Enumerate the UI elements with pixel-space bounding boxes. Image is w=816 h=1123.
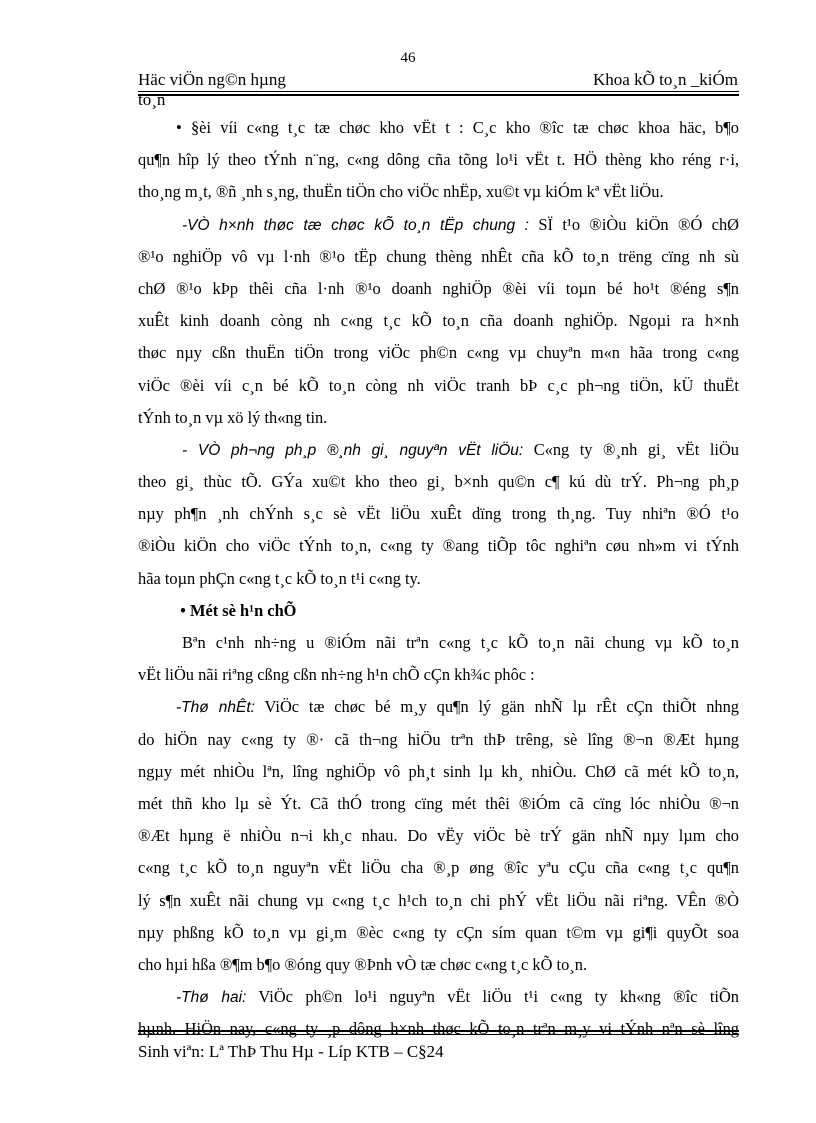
text-line: qu¶n hîp lý theo tÝnh n¨ng, c«ng dông cña tõng lo¹i vËt t. HÖ thèng kho réng r·i, bbox=[138, 150, 739, 170]
text-line: ®¹o nghiÖp vô vµ l·nh ®¹o tËp chung thèng nhÊt cña kÕ to¸n trëng cïng nh sù bbox=[138, 246, 739, 266]
section-heading-italic: -VÒ h×nh thøc tæ chøc kÕ to¸n tËp chung : bbox=[182, 216, 529, 234]
header-department-continued: to¸n bbox=[138, 90, 166, 109]
footer-rule-thick bbox=[138, 1030, 739, 1032]
text-line: -Thø hai: ViÖc ph©n lo¹i nguyªn vËt liÖu t¹i c«ng ty kh«ng ®îc tiÕn bbox=[176, 987, 739, 1007]
text-line: do hiÖn nay c«ng ty ®· cã th¬ng hiÖu trªn thÞ trêng, sè lîng ®¬n ®Æt hµng bbox=[138, 729, 739, 749]
text-line: xuÊt kinh doanh còng nh c«ng t¸c kÕ to¸n cña doanh nghiÖp. Ngoµi ra h×nh bbox=[138, 311, 739, 331]
text-line: mét thñ kho lµ sè Ýt. Cã thÓ trong cïng mét thêi ®iÓm cã cïng lóc nhiÒu ®¬n bbox=[138, 793, 739, 813]
text-line: tÝnh to¸n vµ xö lý th«ng tin. bbox=[138, 407, 328, 427]
text-line: viÖc ®èi víi c¸n bé kÕ to¸n còng nh viÖc tranh bÞ c¸c ph¬ng tiÖn, kÜ thuËt bbox=[138, 375, 739, 395]
text-line: vËt liÖu nãi riªng cßng cßn nh÷ng h¹n chÕ cÇn kh¾c phôc : bbox=[138, 665, 535, 685]
text-line: chØ ®¹o kÞp thêi cña l·nh ®¹o doanh nghiÖp ®èi víi toµn bé ho¹t ®éng s¶n bbox=[138, 278, 739, 298]
bold-bullet-heading: • Mét sè h¹n chÕ bbox=[138, 595, 739, 627]
footer-student: Sinh viªn: Lª ThÞ Thu Hµ - Líp KTB – C§24 bbox=[138, 1042, 444, 1061]
text-line: nµy ph¶n ¸nh chÝnh s¸c sè vËt liÖu xuÊt dïng trong th¸ng. Tuy nhiªn ®Ó t¹o bbox=[138, 504, 739, 524]
text-line: hµnh. HiÖn nay, c«ng ty ¸p dông h×nh thøc kÕ to¸n trªn m¸y vi tÝnh nªn sè lîng bbox=[138, 1019, 739, 1039]
header-rule-thick bbox=[138, 94, 739, 96]
page-number: 46 bbox=[400, 50, 416, 66]
section-heading-italic: -Thø hai: bbox=[176, 989, 247, 1007]
text-line: lý s¶n xuÊt nãi chung vµ c«ng t¸c h¹ch to¸n chi phÝ vËt liÖu nãi riªng. VÊn ®Ò bbox=[138, 890, 739, 910]
text-line: -VÒ h×nh thøc tæ chøc kÕ to¸n tËp chung : SÏ t¹o ®iÒu kiÖn ®Ó chØ bbox=[182, 214, 739, 234]
text-line: thøc nµy cßn thuËn tiÖn trong viÖc ph©n c«ng vµ chuyªn m«n hãa trong c«ng bbox=[138, 343, 739, 363]
body-text bbox=[138, 112, 739, 1045]
text-line: tho¸ng m¸t, ®ñ ¸nh s¸ng, thuËn tiÖn cho viÖc nhËp, xu©t vµ kiÓm kª vËt liÖu. bbox=[138, 182, 664, 202]
text-line: ngµy mét nhiÒu lªn, lîng nghiÖp vô ph¸t sinh lµ kh¸ nhiÒu. ChØ cã mét kÕ to¸n, bbox=[138, 761, 739, 781]
text-line: cho hµi hßa ®¶m b¶o ®óng quy ®Þnh vÒ tæ chøc c«ng t¸c kÕ to¸n. bbox=[138, 954, 588, 974]
text-line: hãa toµn phÇn c«ng t¸c kÕ to¸n t¹i c«ng ty. bbox=[138, 568, 421, 588]
text-line: c«ng t¸c kÕ to¸n nguyªn vËt liÖu cha ®¸p øng ®îc yªu cÇu cña c«ng t¸c qu¶n bbox=[138, 858, 739, 878]
text-line: ®Æt hµng ë nhiÒu n¬i kh¸c nhau. Do vËy viÖc bè trÝ gän nhÑ nµy lµm cho bbox=[138, 826, 739, 846]
text-line: ®iÒu kiÖn cho viÖc tÝnh to¸n, c«ng ty ®ang tiÕp tôc nghiªn cøu nh»m vi tÝnh bbox=[138, 536, 739, 556]
footer-rule-thin bbox=[138, 1034, 739, 1035]
header-rule-thin bbox=[138, 91, 739, 92]
section-heading-italic: - VÒ ph¬ng ph¸p ®¸nh gi¸ nguyªn vËt liÖu: bbox=[182, 441, 524, 459]
text-line: - VÒ ph¬ng ph¸p ®¸nh gi¸ nguyªn vËt liÖu: C«ng ty ®¸nh gi¸ vËt liÖu bbox=[182, 439, 739, 459]
section-heading-italic: -Thø nhÊt: bbox=[176, 699, 255, 717]
bullet-icon: • bbox=[180, 600, 186, 620]
header-department: Khoa kÕ to¸n _kiÓm bbox=[593, 70, 738, 89]
header-institution: Häc viÖn ng©n hµng bbox=[138, 70, 286, 89]
text-line: nµy phßng kÕ to¸n vµ gi¸m ®èc c«ng ty cÇn sím quan t©m vµ gi¶i quyÕt soa bbox=[138, 922, 739, 942]
text-line: theo gi¸ thùc tÕ. GÝa xu©t kho theo gi¸ b×nh qu©n c¶ kú dù trÝ. Ph¬ng ph¸p bbox=[138, 472, 739, 492]
text-line: • §èi víi c«ng t¸c tæ chøc kho vËt t : C¸c kho ®îc tæ chøc khoa häc, b¶o bbox=[176, 118, 739, 137]
text-line: -Thø nhÊt: ViÖc tæ chøc bé m¸y qu¶n lý gän nhÑ lµ rÊt cÇn thiÕt nhng bbox=[176, 697, 739, 717]
text-line: Bªn c¹nh nh÷ng u ®iÓm nãi trªn c«ng t¸c kÕ to¸n nãi chung vµ kÕ to¸n bbox=[182, 633, 739, 652]
